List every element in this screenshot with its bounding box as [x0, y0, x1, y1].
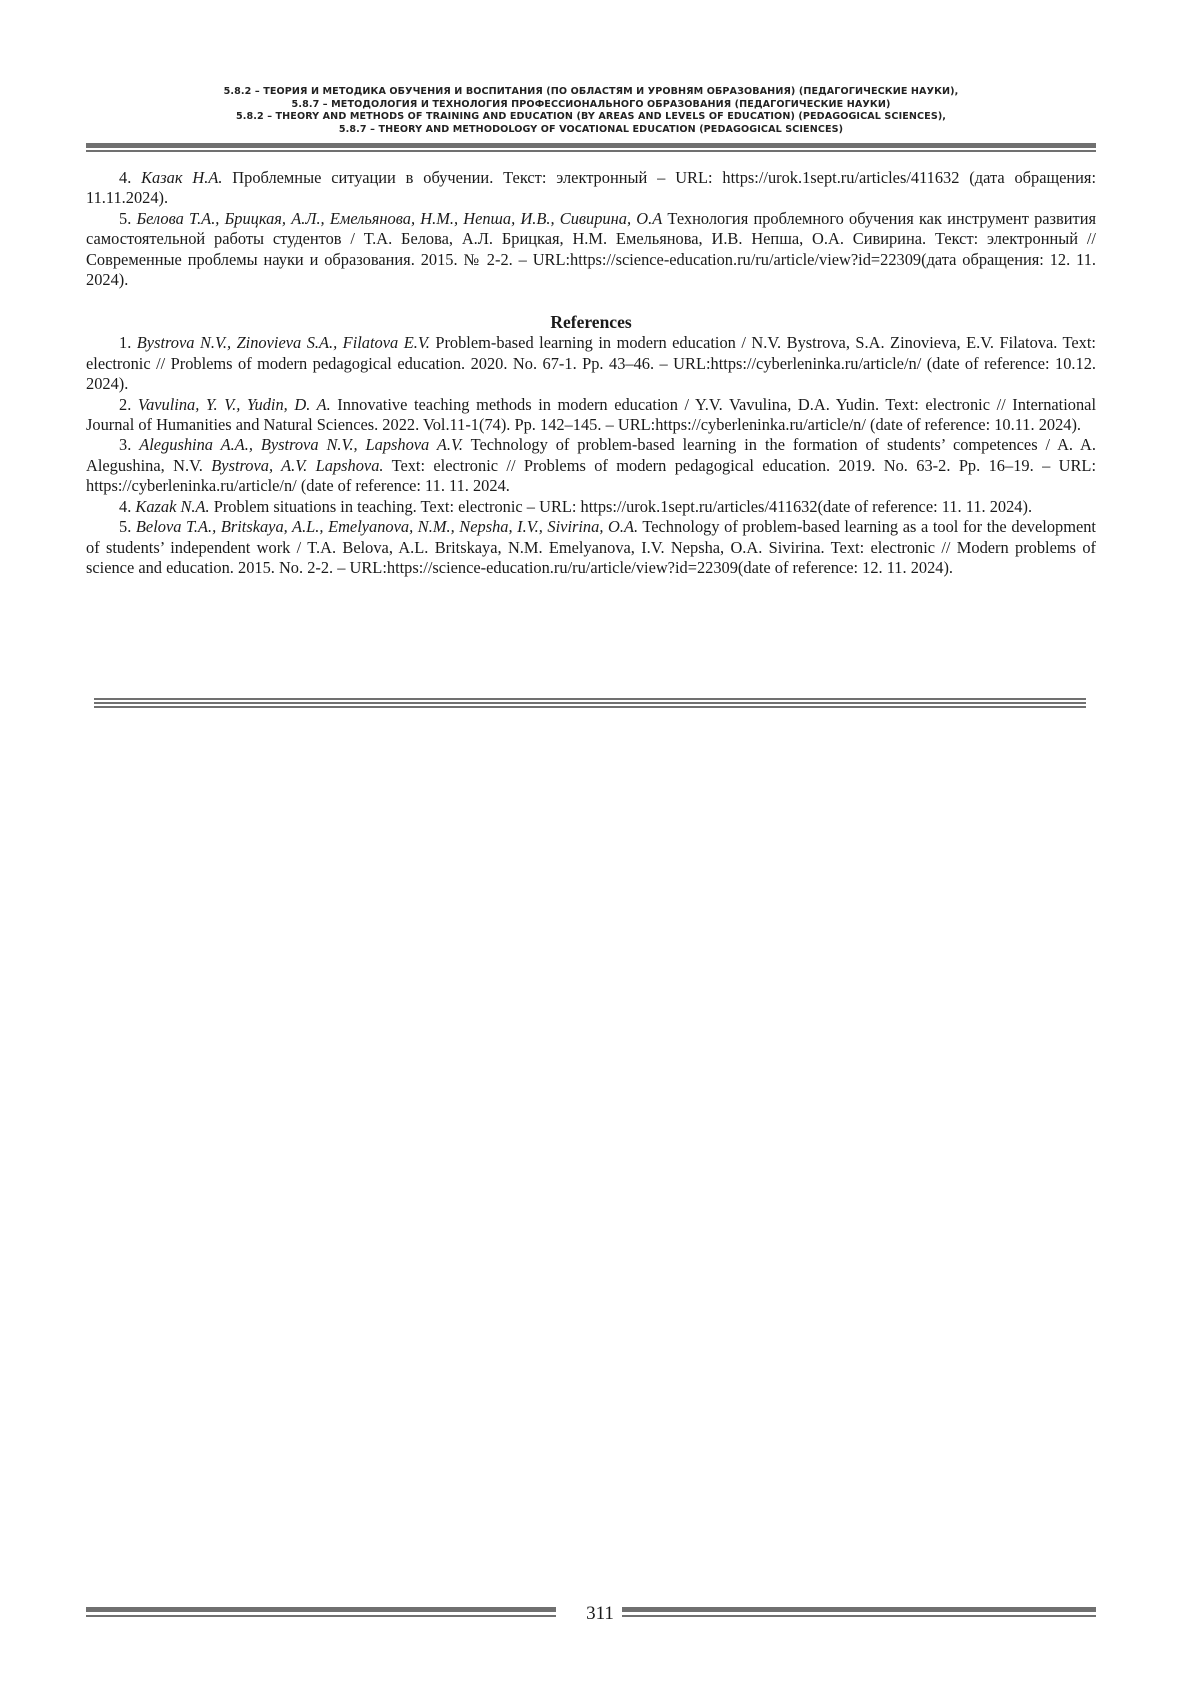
ru-reference-4-authors: Казак Н.А.: [141, 168, 223, 187]
header-rule-thin: [86, 150, 1096, 152]
reference-1: 1. Bystrova N.V., Zinovieva S.A., Filatova E.V. Problem-based learning in modern education / N.V. Bystrova, S.A. Zinovieva, E.V. Filatova. Text: electronic // Problems of modern pedagogical education. 2020. No. 67-1. Pp. 43–46. – URL:https://cyberleninka.ru/article/n/ (date of reference: 10.12. 2024).: [86, 333, 1096, 394]
footer-rule-right-thin: [622, 1615, 1096, 1617]
ru-reference-5-authors: Белова Т.А., Брицкая, А.Л., Емельянова, Н.М., Непша, И.В., Сивирина, О.А: [136, 208, 663, 228]
ru-reference-5: 5. Белова Т.А., Брицкая, А.Л., Емельянова, Н.М., Непша, И.В., Сивирина, О.А Технология проблемного обучения как инструмент развития самостоятельной работы студентов / Т.А. Белова, А.Л. Брицкая, Н.М. Емельянова, И.В. Непша, О.А. Сивирина. Текст: электронный // Современные проблемы науки и образования. 2015. № 2-2. – URL:https://science-education.ru/ru/article/view?id=22309(дата обращения: 12. 11. 2024).: [86, 208, 1097, 290]
header-line-2: 5.8.7 – МЕТОДОЛОГИЯ И ТЕХНОЛОГИЯ ПРОФЕССИОНАЛЬНОГО ОБРАЗОВАНИЯ (ПЕДАГОГИЧЕСКИЕ НАУКИ): [291, 98, 891, 110]
reference-5: 5. Belova T.A., Britskaya, A.L., Emelyanova, N.M., Nepsha, I.V., Sivirina, O.A. Technology of problem-based learning as a tool for the development of students’ independent work / T.A. Belova, A.L. Britskaya, N.M. Emelyanova, I.V. Nepsha, O.A. Sivirina. Text: electronic // Modern problems of science and education. 2015. No. 2-2. – URL:https://science-education.ru/ru/article/view?id=22309(date of reference: 12. 11. 2024).: [86, 517, 1096, 577]
header-rule-thick: [86, 143, 1096, 148]
running-header: [86, 86, 1096, 136]
footer-rule-left-thin: [86, 1615, 556, 1617]
end-rule-bottom: [94, 706, 1086, 708]
reference-4: 4. Kazak N.A. Problem situations in teaching. Text: electronic – URL: https://urok.1sept.ru/articles/411632(date of reference: 11. 11. 2024).: [119, 496, 1033, 516]
reference-2-authors: Vavulina, Y. V., Yudin, D. A.: [137, 394, 331, 414]
header-line-3: 5.8.2 – THEORY AND METHODS OF TRAINING AND EDUCATION (BY AREAS AND LEVELS OF EDUCATION) (PEDAGOGICAL SCIENCES),: [235, 111, 947, 122]
footer-rule-right-thick: [622, 1607, 1096, 1612]
main-content: [86, 168, 1096, 578]
page-number: 311: [586, 1603, 614, 1624]
reference-4-authors: Kazak N.A.: [135, 496, 210, 516]
reference-5-authors: Belova T.A., Britskaya, A.L., Emelyanova, N.M., Nepsha, I.V., Sivirina, O.A.: [135, 517, 639, 537]
footer-rule-left-thick: [86, 1607, 556, 1612]
header-line-4: 5.8.7 – THEORY AND METHODOLOGY OF VOCATIONAL EDUCATION (PEDAGOGICAL SCIENCES): [338, 123, 844, 135]
reference-2: 2. Vavulina, Y. V., Yudin, D. A. Innovative teaching methods in modern education / Y.V. Vavulina, D.A. Yudin. Text: electronic // International Journal of Humanities and Natural Sciences. 2022. Vol.11-1(74). Pp. 142–145. – URL:https://cyberleninka.ru/article/n/ (date of reference: 10.11. 2024).: [86, 394, 1097, 435]
reference-3: 3. Alegushina A.A., Bystrova N.V., Lapshova A.V. Technology of problem-based learning in the formation of students’ competences / A. A. Alegushina, N.V. Bystrova, A.V. Lapshova. Text: electronic // Problems of modern pedagogical education. 2019. No. 63-2. Pp. 16–19. – URL: https://cyberleninka.ru/article/n/ (date of reference: 11. 11. 2024.: [86, 435, 1096, 496]
reference-3-authors: Alegushina A.A., Bystrova N.V., Lapshova A.V.: [139, 435, 463, 455]
reference-3-authors-2: Bystrova, A.V. Lapshova.: [211, 455, 384, 475]
references-heading: References: [550, 312, 632, 333]
end-rule-middle: [94, 702, 1086, 704]
reference-1-authors: Bystrova N.V., Zinovieva S.A., Filatova E.V.: [136, 333, 430, 353]
end-rule-top: [94, 698, 1086, 700]
ru-reference-4: 4. Казак Н.А. Проблемные ситуации в обучении. Текст: электронный – URL: https://urok.1sept.ru/articles/411632 (дата обращения: 11.11.2024).: [86, 168, 1097, 208]
header-line-1: 5.8.2 – ТЕОРИЯ И МЕТОДИКА ОБУЧЕНИЯ И ВОСПИТАНИЯ (ПО ОБЛАСТЯМ И УРОВНЯМ ОБРАЗОВАНИЯ) (ПЕДАГОГИЧЕСКИЕ НАУКИ),: [223, 86, 959, 97]
